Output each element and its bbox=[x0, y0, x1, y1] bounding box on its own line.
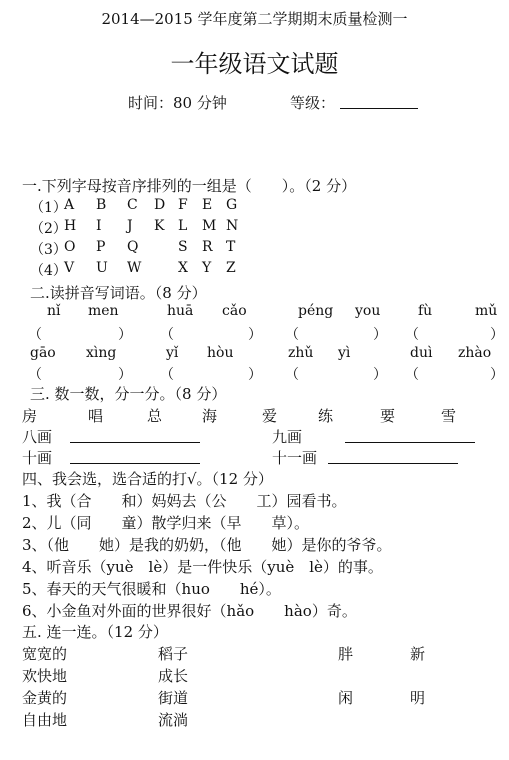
option-letter: L bbox=[178, 218, 188, 234]
count-char: 雪 bbox=[441, 407, 457, 425]
option-letter: G bbox=[226, 197, 238, 213]
option-letter: Z bbox=[226, 260, 236, 276]
option-letter: H bbox=[64, 218, 77, 234]
match-middle: 街道 bbox=[158, 689, 189, 707]
choice-item: 6、小金鱼对外面的世界很好（hǎo hào）奇。 bbox=[22, 602, 357, 620]
section1-title: 一.下列字母按音序排列的一组是（ ）。（2 分） bbox=[22, 177, 357, 195]
match-middle: 流淌 bbox=[158, 711, 189, 729]
option-letter: X bbox=[178, 260, 188, 276]
match-left: 自由地 bbox=[22, 711, 68, 729]
pinyin: duì bbox=[410, 345, 433, 361]
option-letter: T bbox=[226, 239, 236, 255]
answer-paren-close: ） bbox=[248, 327, 262, 343]
option-letter: U bbox=[96, 260, 108, 276]
pinyin: yǐ bbox=[166, 345, 179, 361]
option-letter: J bbox=[127, 218, 133, 234]
answer-paren-close: ） bbox=[373, 327, 387, 343]
count-char: 总 bbox=[147, 407, 163, 425]
match-right: 新 bbox=[410, 645, 426, 663]
exam-title: 2014—2015 学年度第二学期期末质量检测一 bbox=[101, 10, 408, 28]
grade-label: 等级： bbox=[290, 94, 336, 112]
option-letter: Y bbox=[202, 260, 212, 276]
choice-item: 3、（他 她）是我的奶奶，（他 她）是你的爷爷。 bbox=[22, 536, 392, 554]
pinyin: xìng bbox=[86, 345, 117, 361]
pinyin: men bbox=[88, 303, 119, 319]
pinyin: yì bbox=[338, 345, 351, 361]
pinyin: cǎo bbox=[222, 303, 247, 319]
pinyin: gāo bbox=[30, 345, 56, 361]
answer-paren-open: （ bbox=[285, 327, 299, 343]
match-left: 宽宽的 bbox=[22, 645, 68, 663]
pinyin: zhào bbox=[458, 345, 492, 361]
match-right: 明 bbox=[410, 689, 426, 707]
answer-paren-open: （ bbox=[405, 327, 419, 343]
count-char: 房 bbox=[22, 407, 38, 425]
answer-line bbox=[345, 442, 475, 443]
pinyin: nǐ bbox=[47, 303, 61, 319]
section3-title: 三. 数一数，分一分。（8 分） bbox=[30, 385, 227, 403]
answer-paren-close: ） bbox=[490, 327, 504, 343]
answer-paren-open: （ bbox=[28, 327, 42, 343]
match-middle: 稻子 bbox=[158, 645, 189, 663]
match-middle: 成长 bbox=[158, 667, 189, 685]
answer-paren-open: （ bbox=[160, 367, 174, 383]
option-letter: A bbox=[64, 197, 75, 213]
grade-blank-line bbox=[340, 108, 418, 109]
option-letter: B bbox=[96, 197, 107, 213]
pinyin: mǔ bbox=[475, 303, 498, 319]
match-left: 金黄的 bbox=[22, 689, 68, 707]
choice-item: 4、听音乐（yuè lè）是一件快乐（yuè lè）的事。 bbox=[22, 558, 383, 576]
option-letter: M bbox=[202, 218, 217, 234]
stroke-count-label: 十画 bbox=[22, 449, 53, 467]
pinyin: huā bbox=[167, 303, 194, 319]
option-letter: O bbox=[64, 239, 76, 255]
choice-item: 1、我（合 和）妈妈去（公 工）园看书。 bbox=[22, 492, 347, 510]
count-char: 唱 bbox=[88, 407, 104, 425]
answer-paren-close: ） bbox=[118, 327, 132, 343]
option-label: （1） bbox=[30, 200, 67, 216]
count-char: 要 bbox=[380, 407, 396, 425]
count-char: 练 bbox=[318, 407, 334, 425]
option-letter: E bbox=[202, 197, 213, 213]
option-label: （4） bbox=[30, 263, 67, 279]
choice-item: 5、春天的天气很暖和（huo hé）。 bbox=[22, 580, 281, 598]
answer-line bbox=[328, 463, 458, 464]
pinyin: fù bbox=[418, 303, 433, 319]
stroke-count-label: 九画 bbox=[272, 428, 303, 446]
option-letter: R bbox=[202, 239, 213, 255]
match-left: 欢快地 bbox=[22, 667, 68, 685]
option-letter: W bbox=[127, 260, 142, 276]
pinyin: zhǔ bbox=[288, 345, 314, 361]
option-label: （2） bbox=[30, 221, 67, 237]
answer-line bbox=[70, 442, 200, 443]
pinyin: hòu bbox=[207, 345, 234, 361]
option-letter: F bbox=[178, 197, 188, 213]
time-label: 时间：80 分钟 bbox=[128, 94, 227, 112]
option-letter: S bbox=[178, 239, 188, 255]
stroke-count-label: 八画 bbox=[22, 428, 53, 446]
option-letter: P bbox=[96, 239, 106, 255]
option-letter: Q bbox=[127, 239, 139, 255]
answer-paren-open: （ bbox=[285, 367, 299, 383]
count-char: 海 bbox=[202, 407, 218, 425]
section5-title: 五. 连一连。（12 分） bbox=[22, 623, 168, 641]
answer-paren-open: （ bbox=[405, 367, 419, 383]
answer-paren-close: ） bbox=[118, 367, 132, 383]
match-right: 闲 bbox=[338, 689, 354, 707]
subject-title: 一年级语文试题 bbox=[170, 50, 339, 78]
pinyin: you bbox=[355, 303, 381, 319]
pinyin: péng bbox=[298, 303, 334, 319]
answer-line bbox=[70, 463, 200, 464]
option-letter: K bbox=[154, 218, 165, 234]
option-letter: I bbox=[96, 218, 102, 234]
option-letter: V bbox=[64, 260, 75, 276]
answer-paren-close: ） bbox=[248, 367, 262, 383]
match-right: 胖 bbox=[338, 645, 354, 663]
section2-title: 二.读拼音写词语。（8 分） bbox=[30, 284, 207, 302]
stroke-count-label: 十一画 bbox=[272, 449, 318, 467]
choice-item: 2、儿（同 童）散学归来（早 草）。 bbox=[22, 514, 310, 532]
answer-paren-close: ） bbox=[373, 367, 387, 383]
option-letter: C bbox=[127, 197, 138, 213]
option-letter: N bbox=[226, 218, 239, 234]
answer-paren-open: （ bbox=[160, 327, 174, 343]
count-char: 爱 bbox=[262, 407, 278, 425]
section4-title: 四、我会选，选合适的打√。（12 分） bbox=[22, 470, 273, 488]
answer-paren-open: （ bbox=[28, 367, 42, 383]
option-letter: D bbox=[154, 197, 166, 213]
option-label: （3） bbox=[30, 242, 67, 258]
answer-paren-close: ） bbox=[490, 367, 504, 383]
